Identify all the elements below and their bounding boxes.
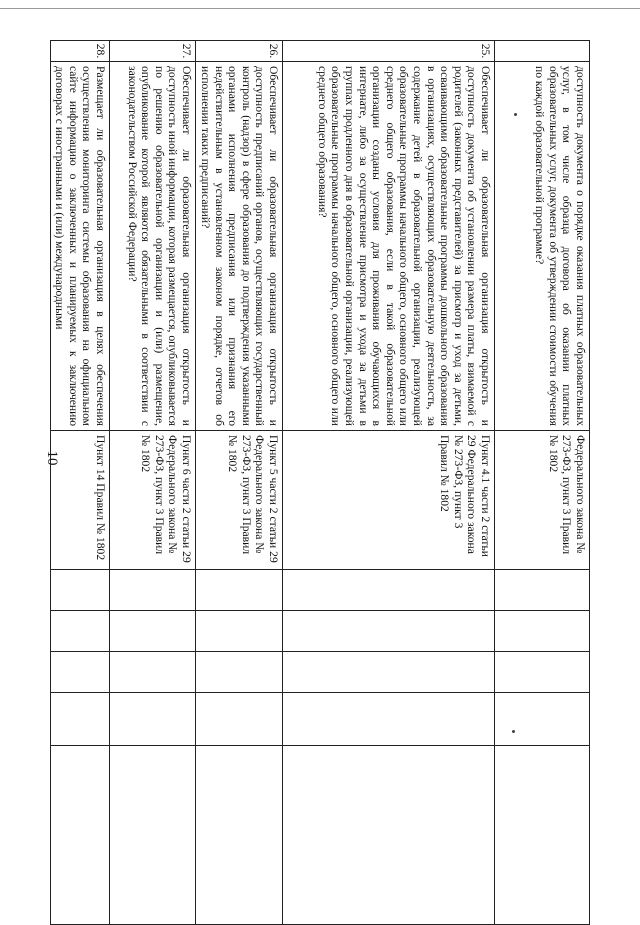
answer-cell-no (283, 611, 495, 652)
scan-speck (512, 730, 515, 733)
legal-reference: Пункт 4.1 части 2 статьи 29 Федерального закона № 273-ФЗ, пункт 3 Правил № 1802 (283, 431, 495, 570)
notes-cell (50, 746, 109, 925)
answer-cell-na (283, 652, 495, 693)
row-number: 28. (50, 41, 109, 62)
row-number: 26. (196, 41, 283, 62)
inspection-checklist-page (53, 40, 590, 870)
row-number: 27. (110, 41, 196, 62)
answer-cell-extra (196, 693, 283, 746)
scan-speck (514, 113, 517, 116)
question-text: Размещает ли образовательная организация в целях обеспечения осуществления мониторинга системы образования на официальном сайте информацию о заключенных и планируемых к заключению договорах с иностранными и (или) международными (50, 62, 109, 431)
legal-reference: Пункт 5 части 2 статьи 29 Федерального закона № 273-ФЗ, пункт 3 Правил № 1802 (196, 431, 283, 570)
answer-cell-no (110, 611, 196, 652)
question-text: Обеспечивает ли образовательная организация открытость и доступность предписаний органов, осуществляющих государственный контроль (надзор) в сфере образования до подтверждения указанными органами исполнения предписания или признания его недействительным в установленном законом порядке, отчетов об исполнении таких предписаний? (196, 62, 283, 431)
table-row (495, 41, 590, 925)
legal-reference: Пункт 14 Правил № 1802 (50, 431, 109, 570)
answer-cell-na (495, 652, 590, 693)
page-number: 10 (44, 450, 60, 466)
checklist-table (50, 40, 590, 925)
answer-cell-na (196, 652, 283, 693)
answer-cell-yes (50, 570, 109, 611)
answer-cell-extra (110, 693, 196, 746)
rotated-table-wrapper (53, 40, 590, 870)
legal-reference: Пункт 6 части 2 статьи 29 Федерального закона № 273-ФЗ, пункт 3 Правил № 1802 (110, 431, 196, 570)
answer-cell-yes (196, 570, 283, 611)
answer-cell-yes (495, 570, 590, 611)
answer-cell-yes (110, 570, 196, 611)
answer-cell-no (50, 611, 109, 652)
notes-cell (110, 746, 196, 925)
question-text: Обеспечивает ли образовательная организация открытость и доступность документа об установлении размера платы, взимаемой с родителей (законных представителей) за присмотр и уход за детьми, осваивающими образовательные программы дошкольного образования в организациях, осуществляющих образовательную деятельность, за содержание детей в образовательной организации, реализующей образовательные программы начального общего, основного общего или среднего общего образования, если в такой образовательной организации созданы условия для проживания обучающихся в интернате, либо за осуществление присмотра и ухода за детьми в группах продленного дня в образовательной организации, реализующей образовательные программы начального общего, основного общего или среднего общего образования? (283, 62, 495, 431)
answer-cell-extra (50, 693, 109, 746)
answer-cell-no (196, 611, 283, 652)
question-text: доступность документа о порядке оказания платных образовательных услуг, в том числе образца договора об оказании платных образовательных услуг, документа об утверждении стоимости обучения по каждой образовательной программе? (495, 62, 590, 431)
table-row (283, 41, 495, 925)
answer-cell-yes (283, 570, 495, 611)
table-row (196, 41, 283, 925)
row-number: 25. (283, 41, 495, 62)
notes-cell (196, 746, 283, 925)
row-number (495, 41, 590, 62)
question-text: Обеспечивает ли образовательная организация открытость и доступность иной информации, которая размещается, опубликовывается по решению образовательной организации и (или) размещение, опубликование которой являются обязательными в соответствии с законодательством Российской Федерации? (110, 62, 196, 431)
answer-cell-extra (283, 693, 495, 746)
answer-cell-extra (495, 693, 590, 746)
answer-cell-na (110, 652, 196, 693)
answer-cell-no (495, 611, 590, 652)
table-row (110, 41, 196, 925)
notes-cell (495, 746, 590, 925)
notes-cell (283, 746, 495, 925)
legal-reference: Федерального закона № 273-ФЗ, пункт 3 Правил № 1802 (495, 431, 590, 570)
table-row (50, 41, 109, 925)
answer-cell-na (50, 652, 109, 693)
scan-top-edge (0, 8, 640, 9)
